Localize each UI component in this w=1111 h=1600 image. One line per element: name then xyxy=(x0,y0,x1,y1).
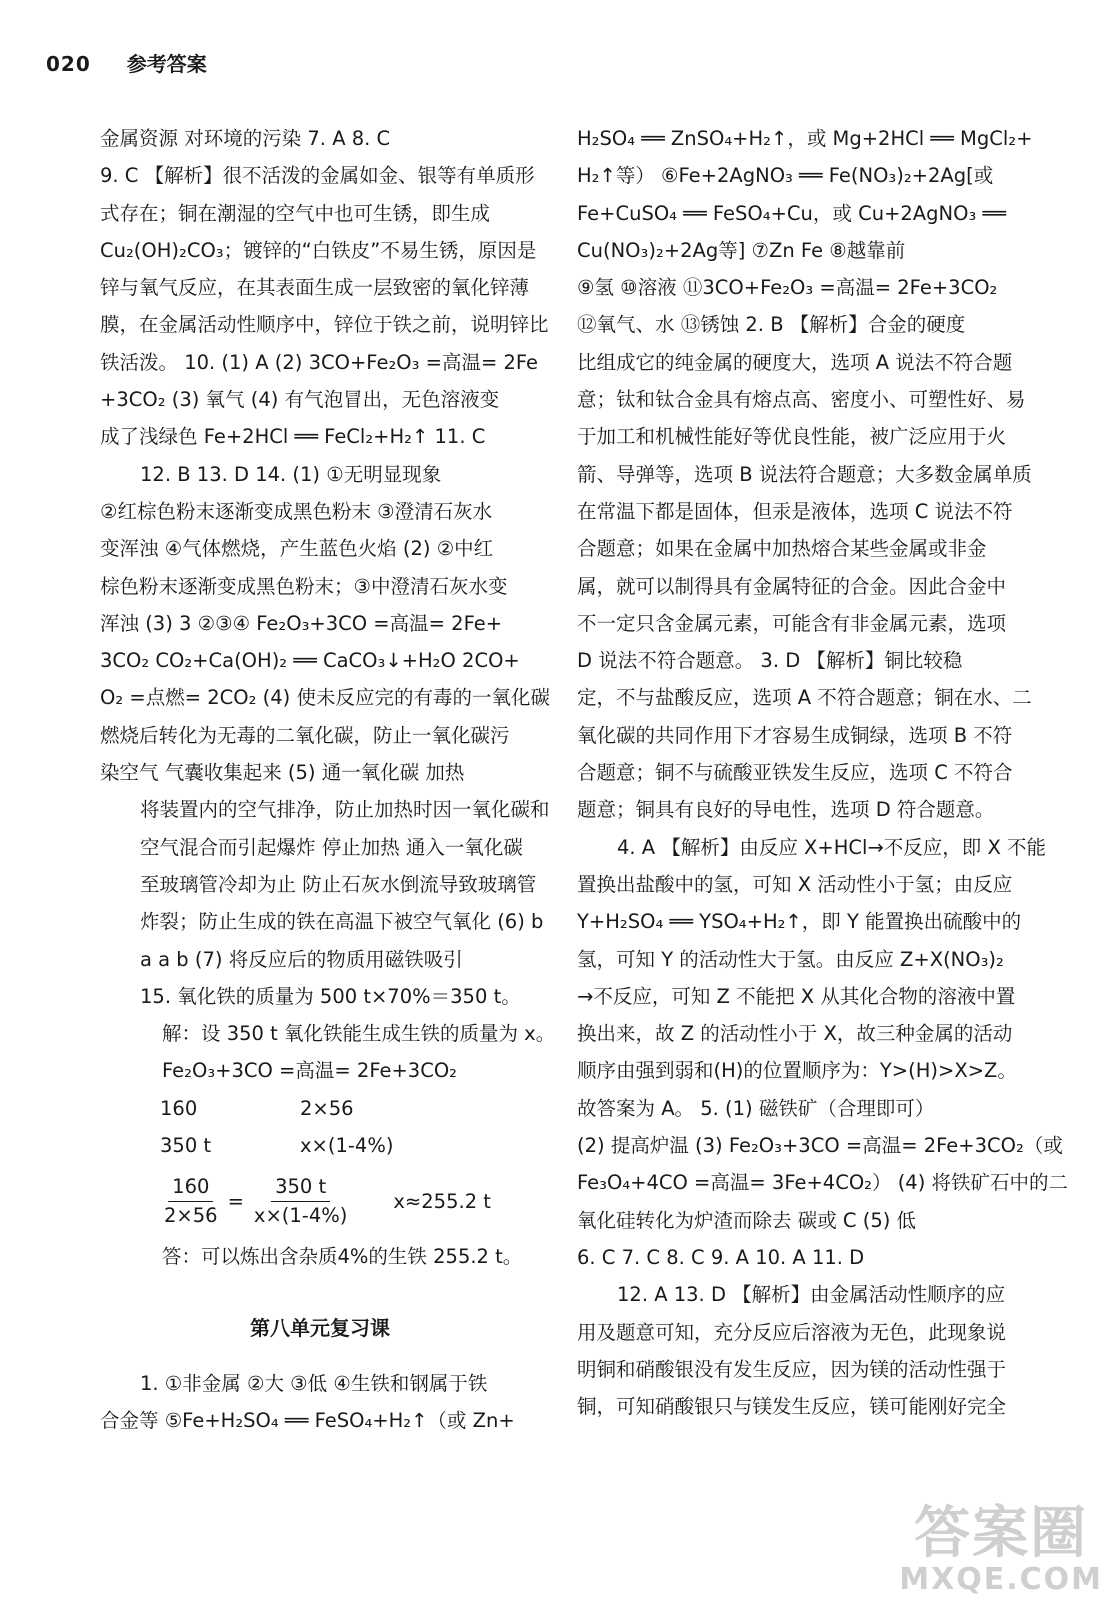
answer-line: 变浑浊 ④气体燃烧，产生蓝色火焰 (2) ②中红 xyxy=(100,537,494,561)
ratio-cell: x×(1-4%) xyxy=(300,1134,394,1158)
answer-line: 12. B 13. D 14. (1) ①无明显现象 xyxy=(140,462,442,486)
page-number: 020 xyxy=(46,52,91,76)
answer-line: 式存在；铜在潮湿的空气中也可生锈，即生成 xyxy=(100,201,491,225)
result-value: x≈255.2 t xyxy=(393,1189,491,1213)
solution-intro: 解：设 350 t 氧化铁能生成生铁的质量为 x。 xyxy=(162,1022,556,1046)
answer-line: 成了浅绿色 Fe+2HCl ══ FeCl₂+H₂↑ 11. C xyxy=(100,425,486,449)
answer-line: 9. C 【解析】很不活泼的金属如金、银等有单质形 xyxy=(100,164,535,188)
answer-line: H₂SO₄ ══ ZnSO₄+H₂↑，或 Mg+2HCl ══ MgCl₂+ xyxy=(577,127,1033,150)
watermark-url: MXQE.COM xyxy=(899,1562,1103,1597)
answer-line: →不反应，可知 Z 不能把 X 从其化合物的溶液中置 xyxy=(577,984,1016,1008)
answer-line: 燃烧后转化为无毒的二氧化碳，防止一氧化碳污 xyxy=(100,723,510,747)
right-column xyxy=(577,120,1069,1425)
answer-line: 故答案为 A。 5. (1) 磁铁矿（合理即可） xyxy=(577,1096,935,1120)
chemical-equation: Fe₂O₃+3CO =高温= 2Fe+3CO₂ xyxy=(162,1059,457,1083)
answer-line: 棕色粉末逐渐变成黑色粉末；③中澄清石灰水变 xyxy=(100,574,508,598)
answer-line: 顺序由强到弱和(H)的位置顺序为：Y>(H)>X>Z。 xyxy=(577,1059,1017,1083)
answer-line: Fe₃O₄+4CO =高温= 3Fe+4CO₂） (4) 将铁矿石中的二 xyxy=(577,1171,1069,1195)
proportion-equation xyxy=(100,1164,540,1238)
answer-line: 在常温下都是固体，但汞是液体，选项 C 说法不符 xyxy=(577,499,1013,523)
fraction-left xyxy=(160,1173,222,1230)
answer-line: D 说法不符合题意。 3. D 【解析】铜比较稳 xyxy=(577,649,963,673)
answer-line: 合题意；铜不与硫酸亚铁发生反应，选项 C 不符合 xyxy=(577,761,1013,785)
answer-line: 浑浊 (3) 3 ②③④ Fe₂O₃+3CO =高温= 2Fe+ xyxy=(100,611,503,635)
final-answer: 答：可以炼出含杂质4%的生铁 255.2 t。 xyxy=(162,1245,523,1269)
answer-line: ⑫氧气、水 ⑬锈蚀 2. B 【解析】合金的硬度 xyxy=(577,313,966,337)
answer-line: 合题意；如果在金属中加热熔合某些金属或非金 xyxy=(577,537,987,561)
ratio-cell: 350 t xyxy=(160,1134,212,1158)
question-15-line: 15. 氧化铁的质量为 500 t×70%＝350 t。 xyxy=(140,984,521,1008)
answer-line: 将装置内的空气排净，防止加热时因一氧化碳和 xyxy=(140,798,550,822)
answer-line: 空气混合而引起爆炸 停止加热 通入一氧化碳 xyxy=(140,835,523,859)
answer-line: a a b (7) 将反应后的物质用磁铁吸引 xyxy=(140,947,463,971)
answer-line: 炸裂；防止生成的铁在高温下被空气氧化 (6) b xyxy=(140,910,544,934)
answer-line: 氧化硅转化为炉渣而除去 碳或 C (5) 低 xyxy=(577,1208,917,1232)
answer-line: 锌与氧气反应，在其表面生成一层致密的氧化锌薄 xyxy=(100,276,530,300)
ratio-row xyxy=(100,1090,540,1127)
answer-line: 4. A 【解析】由反应 X+HCl→不反应，即 X 不能 xyxy=(617,835,1047,859)
answer-line: 比组成它的纯金属的硬度大，选项 A 说法不符合题 xyxy=(577,350,1013,374)
answer-line: 金属资源 对环境的污染 7. A 8. C xyxy=(100,127,391,150)
answer-line: 题意；铜具有良好的导电性，选项 D 符合题意。 xyxy=(577,798,995,822)
answer-line: 氢，可知 Y 的活动性大于氢。由反应 Z+X(NO₃)₂ xyxy=(577,947,1004,971)
answer-line: ⑨氢 ⑩溶液 ⑪3CO+Fe₂O₃ =高温= 2Fe+3CO₂ xyxy=(577,276,998,300)
watermark xyxy=(899,1501,1103,1597)
fraction-numerator: 160 xyxy=(168,1173,213,1202)
answer-line: 于加工和机械性能好等优良性能，被广泛应用于火 xyxy=(577,425,1007,449)
section-title: 第八单元复习课 xyxy=(250,1315,390,1340)
answer-line: 用及题意可知，充分反应后溶液为无色，此现象说 xyxy=(577,1320,1007,1344)
fraction-right xyxy=(250,1173,351,1230)
review-line: 合金等 ⑤Fe+H₂SO₄ ══ FeSO₄+H₂↑（或 Zn+ xyxy=(100,1409,515,1433)
answer-line: 定，不与盐酸反应，选项 A 不符合题意；铜在水、二 xyxy=(577,686,1032,710)
answer-line: ②红棕色粉末逐渐变成黑色粉末 ③澄清石灰水 xyxy=(100,499,493,523)
answer-line: 换出来，故 Z 的活动性小于 X，故三种金属的活动 xyxy=(577,1022,1013,1046)
answer-line: 箭、导弹等，选项 B 说法符合题意；大多数金属单质 xyxy=(577,462,1032,486)
answer-line: 不一定只含金属元素，可能含有非金属元素，选项 xyxy=(577,611,1007,635)
fraction-denominator: 2×56 xyxy=(164,1203,218,1227)
answer-line: Y+H₂SO₄ ══ YSO₄+H₂↑，即 Y 能置换出硫酸中的 xyxy=(577,910,1022,934)
answer-line: Cu(NO₃)₂+2Ag等] ⑦Zn Fe ⑧越靠前 xyxy=(577,238,906,262)
answer-line: 氧化碳的共同作用下才容易生成铜绿，选项 B 不符 xyxy=(577,723,1013,747)
answer-line: 属，就可以制得具有金属特征的合金。因此合金中 xyxy=(577,574,1007,598)
ratio-row xyxy=(100,1127,540,1164)
answer-line: 明铜和硝酸银没有发生反应，因为镁的活动性强于 xyxy=(577,1357,1007,1381)
watermark-logo: 答案圈 xyxy=(914,1501,1089,1566)
page-header xyxy=(46,48,207,82)
answer-line: H₂↑等） ⑥Fe+2AgNO₃ ══ Fe(NO₃)₂+2Ag[或 xyxy=(577,164,994,188)
answer-line: 置换出盐酸中的氢，可知 X 活动性小于氢；由反应 xyxy=(577,872,1013,896)
answer-line: 膜，在金属活动性顺序中，锌位于铁之前，说明锌比 xyxy=(100,313,549,337)
answer-line: 染空气 气囊收集起来 (5) 通一氧化碳 加热 xyxy=(100,761,465,785)
ratio-cell: 2×56 xyxy=(300,1096,354,1120)
equals-sign: = xyxy=(227,1189,244,1213)
fraction-denominator: x×(1-4%) xyxy=(253,1203,348,1227)
answer-line: Cu₂(OH)₂CO₃；镀锌的“白铁皮”不易生锈，原因是 xyxy=(100,238,537,262)
answer-line: (2) 提高炉温 (3) Fe₂O₃+3CO =高温= 2Fe+3CO₂（或 xyxy=(577,1134,1063,1158)
answer-line: 12. A 13. D 【解析】由金属活动性顺序的应 xyxy=(617,1283,1006,1307)
fraction-numerator: 350 t xyxy=(271,1173,330,1202)
review-line: 1. ①非金属 ②大 ③低 ④生铁和钢属于铁 xyxy=(140,1371,488,1395)
answer-line: 意；钛和钛合金具有熔点高、密度小、可塑性好、易 xyxy=(577,388,1026,412)
answer-line: 6. C 7. C 8. C 9. A 10. A 11. D xyxy=(577,1245,865,1269)
answer-line: 3CO₂ CO₂+Ca(OH)₂ ══ CaCO₃↓+H₂O 2CO+ xyxy=(100,649,520,673)
ratio-cell: 160 xyxy=(160,1096,198,1120)
answer-line: 至玻璃管冷却为止 防止石灰水倒流导致玻璃管 xyxy=(140,872,537,896)
answer-line: O₂ =点燃= 2CO₂ (4) 使未反应完的有毒的一氧化碳 xyxy=(100,686,550,710)
answer-line: 铁活泼。 10. (1) A (2) 3CO+Fe₂O₃ =高温= 2Fe xyxy=(100,350,539,374)
answer-line: 铜，可知硝酸银只与镁发生反应，镁可能刚好完全 xyxy=(577,1395,1007,1419)
header-title: 参考答案 xyxy=(126,52,207,76)
answer-line: Fe+CuSO₄ ══ FeSO₄+Cu，或 Cu+2AgNO₃ ══ xyxy=(577,201,1006,225)
answer-line: +3CO₂ (3) 氧气 (4) 有气泡冒出，无色溶液变 xyxy=(100,388,500,412)
left-column xyxy=(100,120,556,1440)
